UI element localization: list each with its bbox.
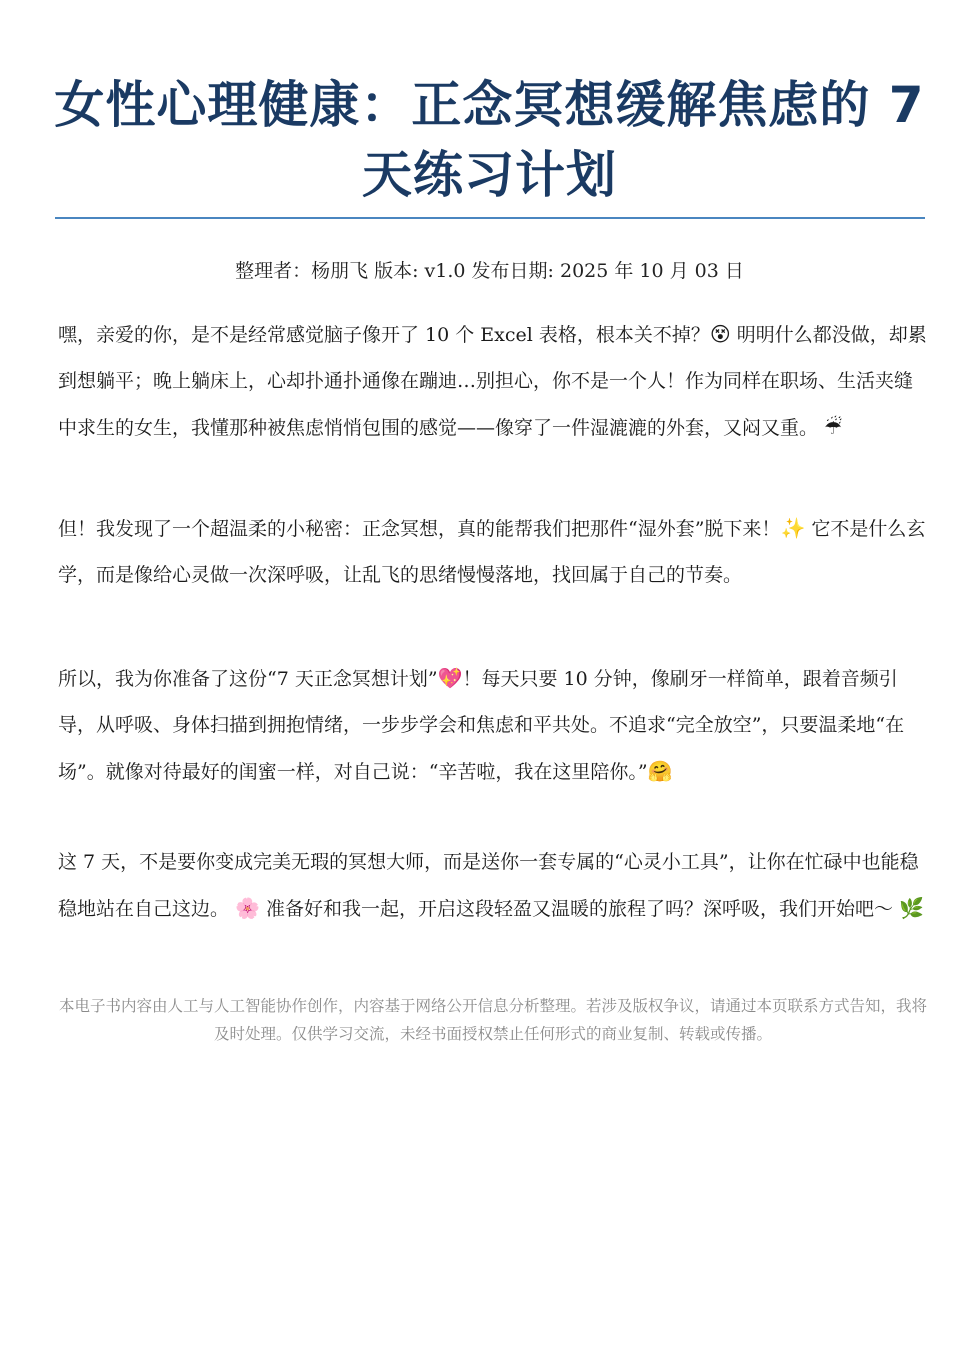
title-divider (55, 217, 925, 219)
paragraph-text: 所以，我为你准备了这份“7 天正念冥想计划” (58, 668, 438, 690)
paragraph-text: 明明什么都没做，却累到想躺平；晚上躺床上，心却扑通扑通像在蹦迪…别担心，你不是一个人！作为同样在职场、生活夹缝中求生的女生，我懂那种被焦虑悄悄包围的感觉——像穿了一件湿漉漉的外套，又闷又重。 (58, 324, 927, 439)
paragraph-text: 这 7 天，不是要你变成完美无瑕的冥想大师，而是送你一套专属的“心灵小工具”，让你在忙碌中也能稳稳地站在自己这边。 (58, 851, 919, 920)
paragraph-text: 准备好和我一起，开启这段轻盈又温暖的旅程了吗？深呼吸，我们开始吧～ (259, 898, 894, 920)
paragraph-text: ！每天只要 10 分钟，像刷牙一样简单，跟着音频引导，从呼吸、身体扫描到拥抱情绪，一步步学会和焦虑和平共处。不追求“完全放空”，只要温柔地“在场”。就像对待最好的闺蜜一样，对自己说：“辛苦啦，我在这里陪你。” (58, 668, 905, 783)
paragraph-text: 但！我发现了一个超温柔的小秘密：正念冥想，真的能帮我们把那件“湿外套”脱下来！ (58, 518, 781, 540)
sparkling-heart-emoji-icon: 💖 (437, 666, 463, 690)
herb-leaf-emoji-icon: 🌿 (899, 896, 924, 920)
paragraph-1 (58, 311, 928, 451)
copyright-disclaimer: 本电子书内容由人工与人工智能协作创作，内容基于网络公开信息分析整理。若涉及版权争议，请通过本页联系方式告知，我将及时处理。仅供学习交流，未经书面授权禁止任何形式的商业复制、转载或传播。 (58, 997, 927, 1043)
paragraph-4 (58, 839, 928, 932)
sparkles-emoji-icon: ✨ (780, 516, 806, 540)
meta-line: 整理者：杨朋飞 版本: v1.0 发布日期: 2025 年 10 月 03 日 (235, 260, 744, 282)
umbrella-rain-emoji-icon: ☔ (824, 415, 842, 439)
paragraph-text: 它不是什么玄学，而是像给心灵做一次深呼吸，让乱飞的思绪慢慢落地，找回属于自己的节奏。 (58, 518, 926, 586)
paragraph-2 (58, 505, 928, 598)
hugging-face-emoji-icon: 🤗 (647, 759, 673, 783)
paragraph-text: 嘿，亲爱的你，是不是经常感觉脑子像开了 10 个 Excel 表格，根本关不掉？ (58, 324, 710, 346)
dizzy-face-emoji-icon: 😵 (709, 322, 731, 346)
paragraph-3 (58, 655, 928, 795)
page-title: 女性心理健康：正念冥想缓解焦虑的 7 天练习计划 (54, 76, 925, 204)
cherry-blossom-emoji-icon: 🌸 (235, 896, 260, 920)
